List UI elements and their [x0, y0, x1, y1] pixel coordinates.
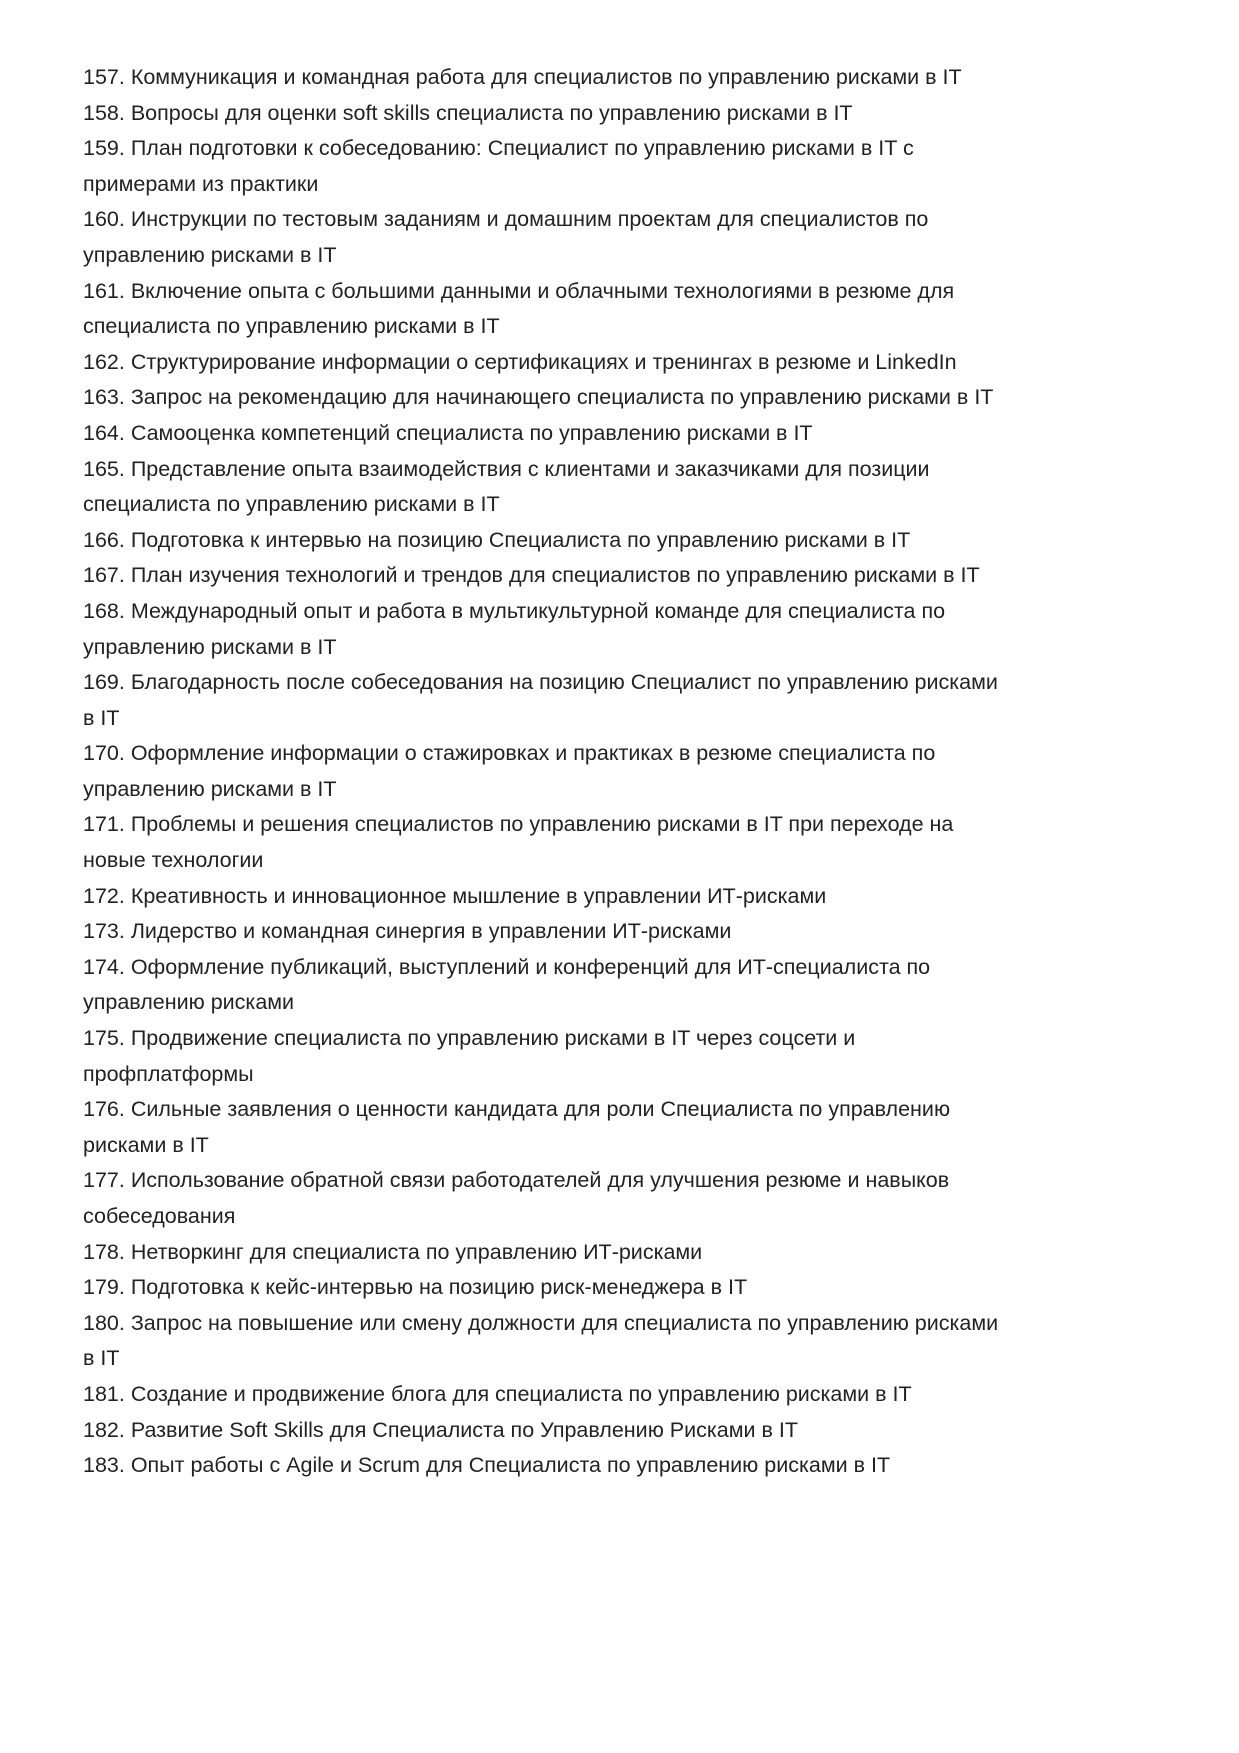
- list-item-line: профплатформы: [83, 1061, 254, 1086]
- list-item-line: 169. Благодарность после собеседования на позицию Специалист по управлению рисками: [83, 670, 998, 695]
- list-item-line: 168. Международный опыт и работа в мультикультурной команде для специалиста по: [83, 598, 946, 623]
- list-item-line: 172. Креативность и инновационное мышление в управлении ИТ-рисками: [83, 883, 827, 908]
- list-item-line: рисками в IT: [83, 1132, 209, 1157]
- list-item-line: 163. Запрос на рекомендацию для начинающего специалиста по управлению рисками в IT: [83, 385, 994, 410]
- list-item: [83, 1163, 1163, 1234]
- list-item: [83, 1413, 1163, 1449]
- list-item-line: 171. Проблемы и решения специалистов по управлению рисками в IT при переходе на: [83, 812, 954, 837]
- list-item-line: 180. Запрос на повышение или смену должности для специалиста по управлению рисками: [83, 1310, 999, 1335]
- list-item: [83, 950, 1163, 1021]
- list-item-line: в IT: [83, 705, 120, 730]
- list-item-line: 165. Представление опыта взаимодействия с клиентами и заказчиками для позиции: [83, 456, 930, 481]
- list-item-line: 158. Вопросы для оценки soft skills специалиста по управлению рисками в IT: [83, 100, 853, 125]
- list-item: [83, 665, 1163, 736]
- list-item: [83, 60, 1163, 96]
- list-item: [83, 452, 1163, 523]
- list-item-line: 170. Оформление информации о стажировках и практиках в резюме специалиста по: [83, 741, 936, 766]
- list-item: [83, 523, 1163, 559]
- list-item: [83, 380, 1163, 416]
- list-item: [83, 96, 1163, 132]
- list-item: [83, 879, 1163, 915]
- list-item: [83, 1377, 1163, 1413]
- list-item-line: 164. Самооценка компетенций специалиста по управлению рисками в IT: [83, 420, 813, 445]
- list-item-line: 162. Структурирование информации о сертификациях и тренингах в резюме и LinkedIn: [83, 349, 957, 374]
- list-item-line: управлению рисками в IT: [83, 776, 337, 801]
- list-item-line: управлению рисками в IT: [83, 242, 337, 267]
- list-item-line: 159. План подготовки к собеседованию: Специалист по управлению рисками в IT с: [83, 136, 914, 161]
- list-item: [83, 1092, 1163, 1163]
- list-item-line: 183. Опыт работы с Agile и Scrum для Специалиста по управлению рисками в IT: [83, 1453, 891, 1478]
- list-item-line: 181. Создание и продвижение блога для специалиста по управлению рисками в IT: [83, 1381, 912, 1406]
- list-item: [83, 274, 1163, 345]
- list-item-line: управлению рисками: [83, 990, 295, 1015]
- list-item-line: 182. Развитие Soft Skills для Специалиста по Управлению Рисками в IT: [83, 1417, 798, 1442]
- list-item: [83, 1235, 1163, 1271]
- list-item: [83, 1270, 1163, 1306]
- list-item-line: 160. Инструкции по тестовым заданиям и домашним проектам для специалистов по: [83, 207, 929, 232]
- list-item-line: новые технологии: [83, 848, 264, 873]
- list-item: [83, 807, 1163, 878]
- list-item-line: 174. Оформление публикаций, выступлений и конференций для ИТ-специалиста по: [83, 954, 931, 979]
- list-item-line: 157. Коммуникация и командная работа для специалистов по управлению рисками в IT: [83, 65, 962, 89]
- list-item: [83, 202, 1163, 273]
- list-item: [83, 345, 1163, 381]
- list-item-line: 161. Включение опыта с большими данными и облачными технологиями в резюме для: [83, 278, 955, 303]
- list-item-line: 179. Подготовка к кейс-интервью на позицию риск-менеджера в IT: [83, 1275, 748, 1300]
- list-item-line: 175. Продвижение специалиста по управлению рисками в IT через соцсети и: [83, 1026, 856, 1051]
- list-item: [83, 558, 1163, 594]
- list-item: [83, 736, 1163, 807]
- list-item: [83, 1448, 1163, 1484]
- list-item: [83, 1306, 1163, 1377]
- list-item-line: специалиста по управлению рисками в IT: [83, 492, 500, 517]
- list-item: [83, 416, 1163, 452]
- list-item-line: 173. Лидерство и командная синергия в управлении ИТ-рисками: [83, 919, 732, 944]
- list-item-line: 177. Использование обратной связи работодателей для улучшения резюме и навыков: [83, 1168, 950, 1193]
- list-item-line: примерами из практики: [83, 171, 319, 196]
- list-item-line: специалиста по управлению рисками в IT: [83, 314, 500, 339]
- document-list: [83, 60, 1163, 1484]
- list-item: [83, 1021, 1163, 1092]
- list-item: [83, 131, 1163, 202]
- list-item-line: 166. Подготовка к интервью на позицию Специалиста по управлению рисками в IT: [83, 527, 911, 552]
- list-item-line: 178. Нетворкинг для специалиста по управлению ИТ-рисками: [83, 1239, 703, 1264]
- list-item-line: собеседования: [83, 1204, 236, 1228]
- list-item-line: 167. План изучения технологий и трендов для специалистов по управлению рисками в IT: [83, 563, 980, 588]
- list-item-line: управлению рисками в IT: [83, 634, 337, 659]
- list-item-line: 176. Сильные заявления о ценности кандидата для роли Специалиста по управлению: [83, 1097, 951, 1122]
- list-item-line: в IT: [83, 1346, 120, 1371]
- list-item: [83, 914, 1163, 950]
- list-item: [83, 594, 1163, 665]
